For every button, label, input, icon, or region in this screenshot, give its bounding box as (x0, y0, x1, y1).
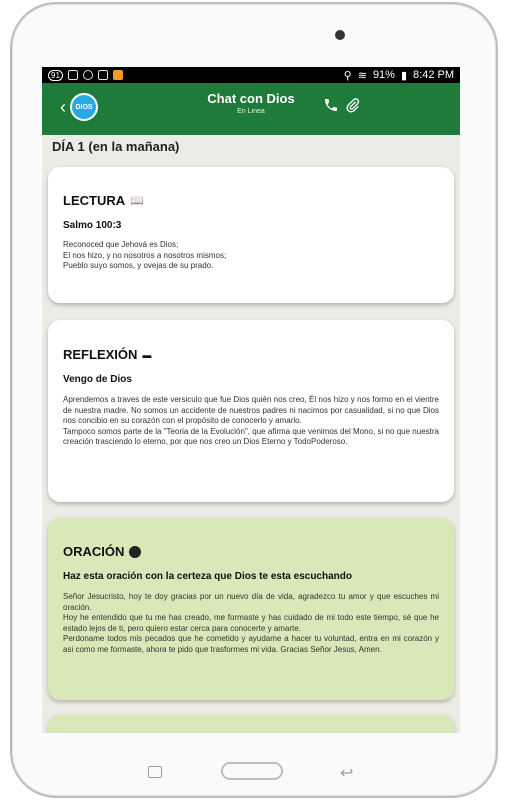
book-icon: 📖 (130, 195, 144, 207)
reflection-card (48, 320, 454, 502)
paperclip-icon[interactable] (345, 97, 361, 113)
clock: 8:42 PM (413, 69, 454, 81)
appbar-actions (323, 97, 361, 113)
battery-icon: ▮ (400, 69, 408, 82)
battery-level: 91% (372, 69, 395, 81)
reflection-subtitle: Vengo de Dios (63, 374, 132, 385)
screen (42, 67, 460, 733)
day-title: DÍA 1 (en la mañana) (52, 139, 180, 154)
reading-verse: Salmo 100:3 (63, 220, 122, 231)
praying-hands-icon (129, 546, 141, 558)
app-notification-icon (113, 70, 123, 80)
chat-title: Chat con Dios (207, 91, 295, 106)
reading-text: Reconoced que Jehová es Dios; El nos hizo, y no nosotros a nosotros mismos; Pueblo suyo somos, y ovejas de su prado. (63, 240, 227, 270)
reading-heading-text: LECTURA (63, 193, 126, 208)
notification-badge: 91 (48, 70, 63, 81)
reading-heading (63, 193, 439, 208)
image-icon (68, 70, 78, 80)
next-card-partial (48, 715, 454, 733)
app-bar (42, 83, 460, 135)
front-camera (335, 30, 345, 40)
prayer-heading (63, 544, 439, 559)
home-button[interactable] (221, 762, 283, 780)
devotional-content[interactable] (42, 135, 460, 733)
reflection-heading-text: REFLEXIÓN (63, 347, 138, 362)
comment-icon: ▬ (142, 349, 152, 360)
recent-apps-icon[interactable] (148, 766, 162, 778)
prayer-heading-text: ORACIÓN (63, 544, 125, 559)
whatsapp-icon (83, 70, 93, 80)
arrow-left-icon[interactable]: ‹ (60, 97, 66, 117)
reflection-heading (63, 347, 439, 362)
back-arrow-icon[interactable]: ↩ (340, 765, 354, 782)
chat-title-box (42, 91, 460, 115)
reflection-text: Aprendemos a traves de este versiculo que fue Dios quién nos creo, Él nos hizo y nos formo en el vientre de nuestra madre. No somos un accidente de nuestros padres ni nacimos por casualidad, si no que Dios nos concibio en su corazón con el propósito de conocerlo y amarlo. Tampoco somos parte de la "Teoria de la Evolución", que afirma que venimos del Mono, si no que nuestra creación trasciendo lo eterno, por que nos creo un Dios Eterno y TodoPoderoso. (63, 395, 439, 446)
prayer-text: Señor Jesucristo, hoy te doy gracias por un nuevo día de vida, agradezco tu amor y que escuches mi oración. Hoy he entendido que tu me has creado, me formaste y has cuidado de mi todo este tiempo, sé que he estado lejos de ti, pero quiero estar cerca para conocerte y amarte. Perdoname todos mis pecados que he cometido y ayudame a hacer tu voluntad, entra en mi corazón y asi como me formaste, ahora te pido que trasformes mi vida. Gracias Señor Jesus, Amen. (63, 592, 439, 654)
phone-icon[interactable] (323, 97, 339, 113)
chat-status: En Linea (237, 108, 265, 115)
prayer-subtitle: Haz esta oración con la certeza que Dios te esta escuchando (63, 571, 352, 582)
reading-card (48, 167, 454, 303)
logo-text: DIOS (75, 103, 93, 111)
hardware-nav-bar (0, 758, 506, 788)
mail-icon (98, 70, 108, 80)
location-icon: ⚲ (343, 69, 352, 82)
prayer-card (48, 518, 454, 700)
status-bar (42, 67, 460, 83)
wifi-icon: ≋ (357, 69, 367, 82)
